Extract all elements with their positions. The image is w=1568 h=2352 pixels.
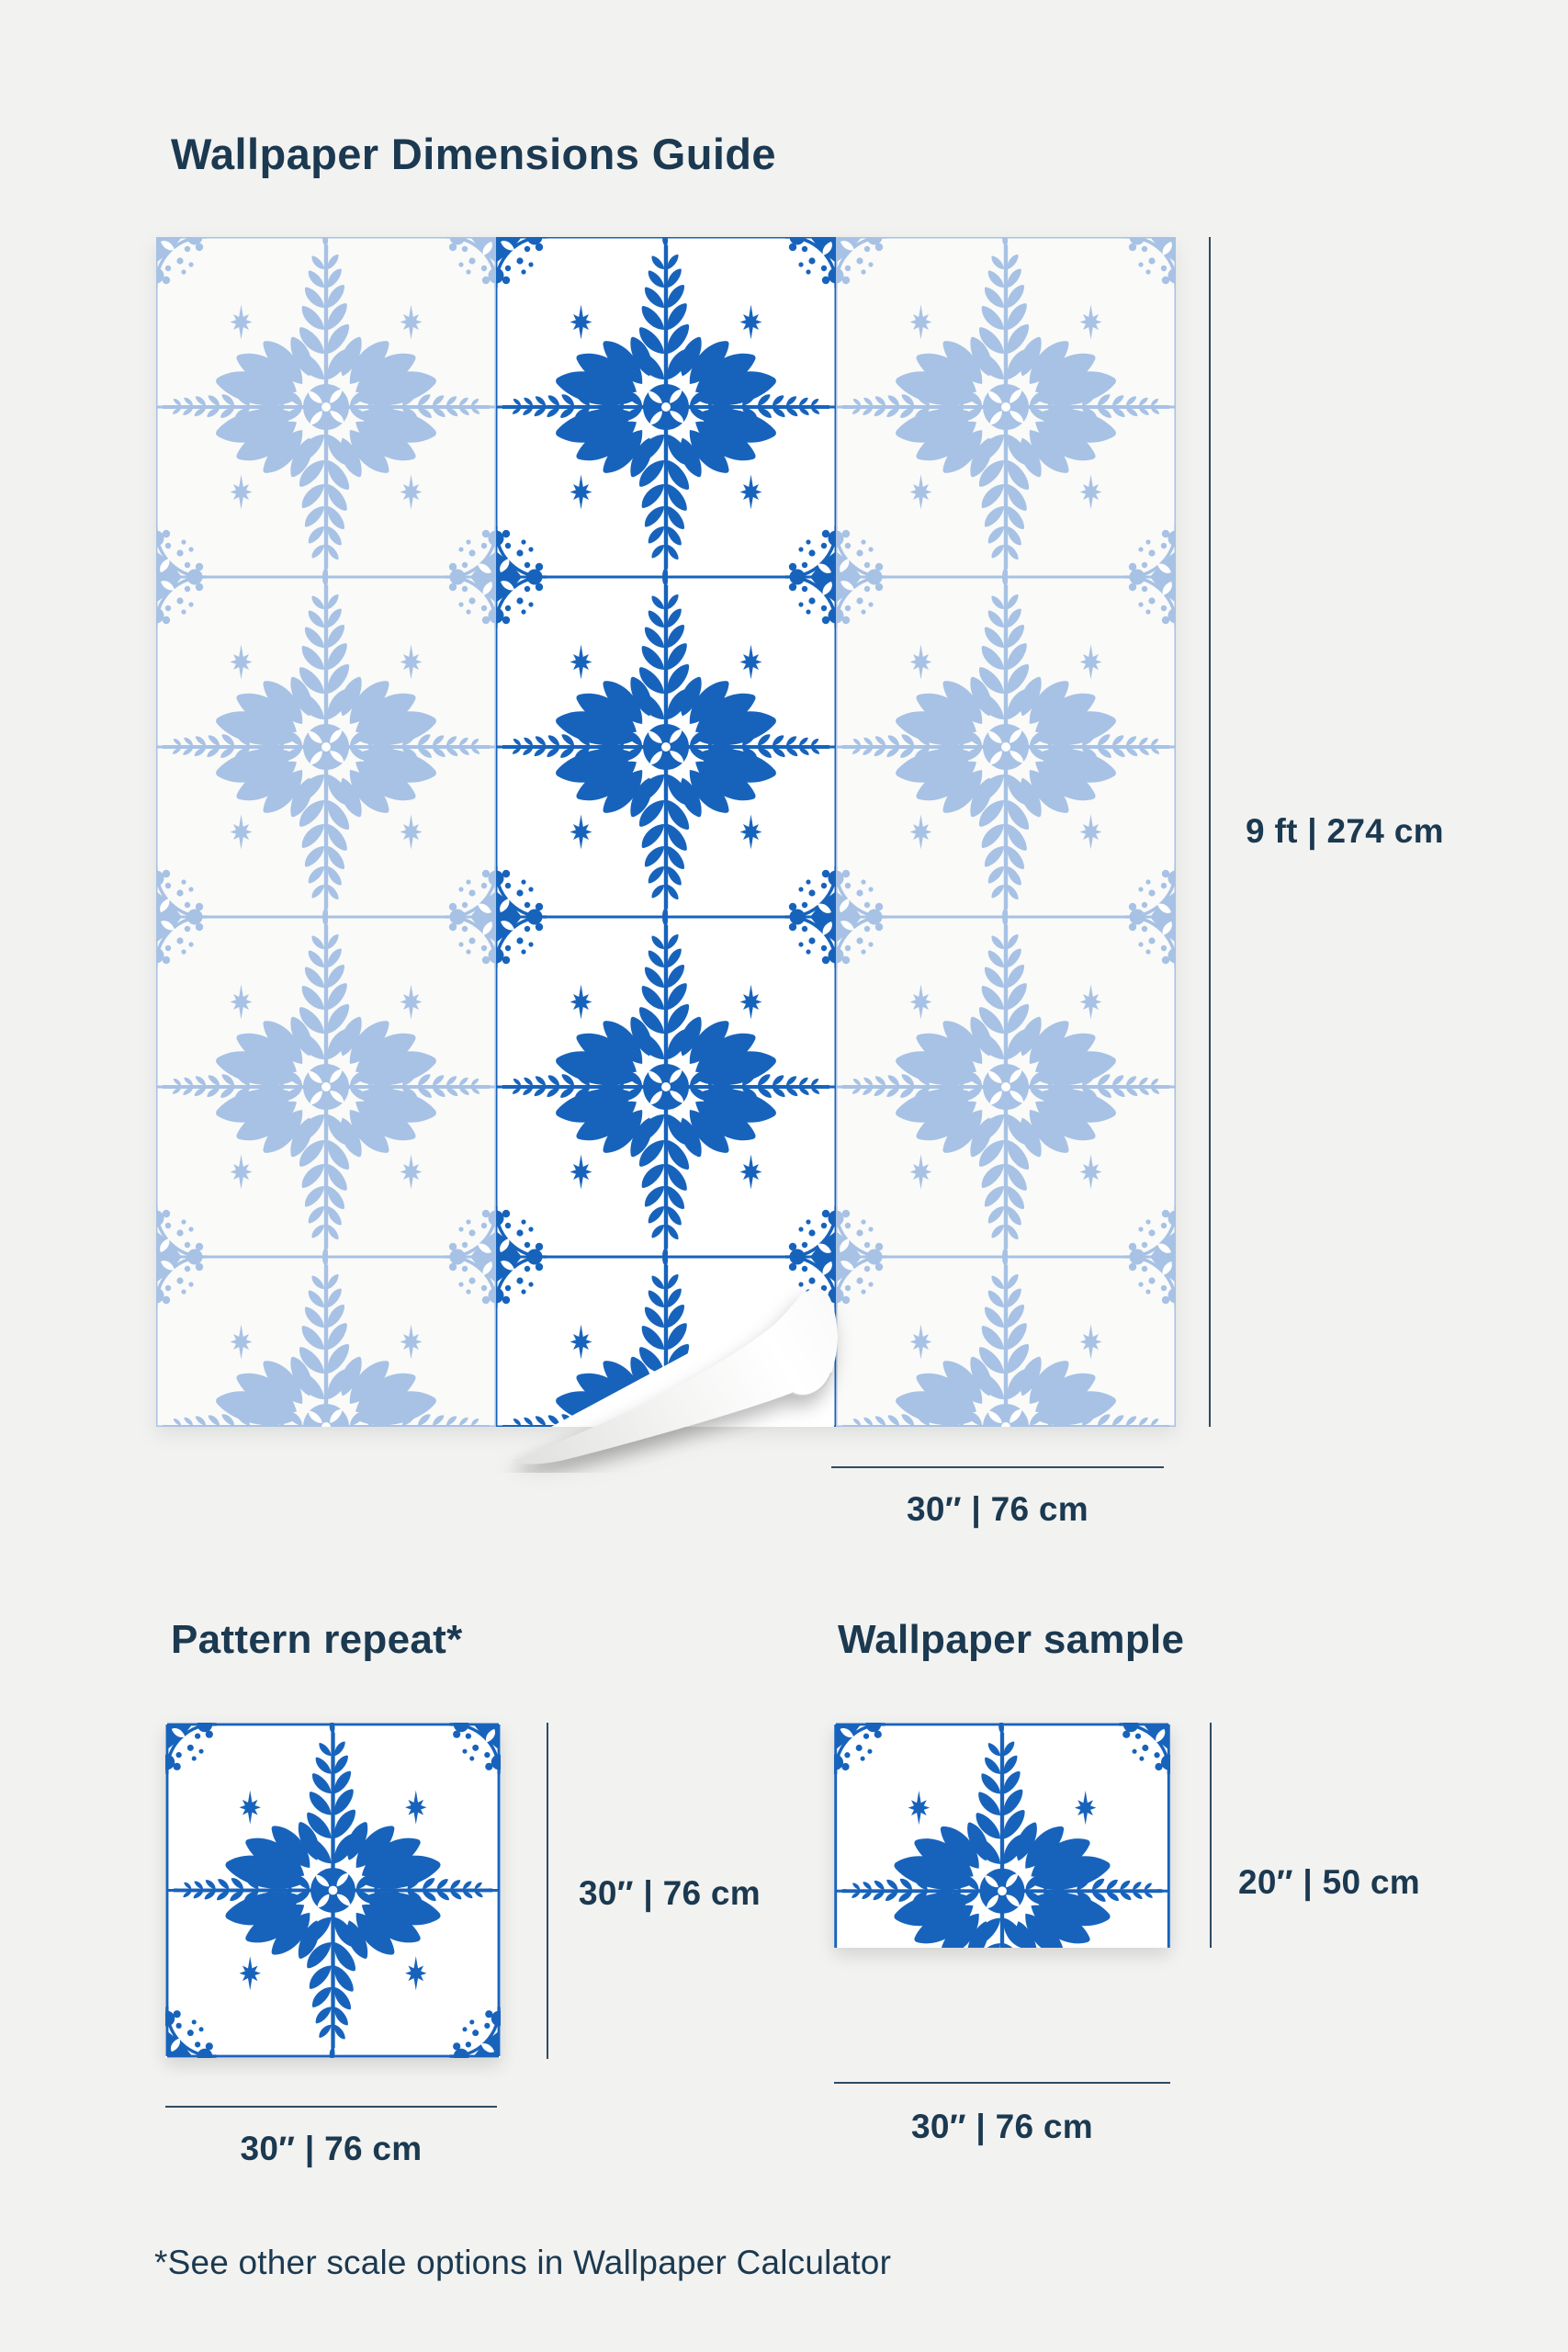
roll-width-dimension-line: [831, 1466, 1164, 1468]
wallpaper-strip-right: [836, 237, 1176, 1427]
wallpaper-roll-preview: [156, 237, 1176, 1473]
wallpaper-strip-middle: [496, 237, 836, 1427]
sample-width-dimension-line: [834, 2082, 1170, 2084]
pattern-repeat-heading: Pattern repeat*: [171, 1617, 463, 1662]
footnote: *See other scale options in Wallpaper Calculator: [154, 2244, 892, 2281]
pattern-repeat-height-label: 30″ | 76 cm: [579, 1874, 761, 1912]
roll-height-dimension-line: [1209, 237, 1211, 1427]
roll-width-label: 30″ | 76 cm: [906, 1490, 1089, 1528]
wallpaper-sample-heading: Wallpaper sample: [838, 1617, 1185, 1662]
wallpaper-sample-tile: [834, 1723, 1170, 1948]
sample-width-label: 30″ | 76 cm: [910, 2108, 1093, 2145]
sample-height-label: 20″ | 50 cm: [1238, 1863, 1421, 1901]
pattern-repeat-height-dimension-line: [547, 1723, 548, 2059]
pattern-repeat-tile: [165, 1723, 501, 2058]
roll-height-label: 9 ft | 274 cm: [1246, 812, 1444, 850]
page-title: Wallpaper Dimensions Guide: [171, 130, 776, 178]
sample-height-dimension-line: [1210, 1723, 1212, 1948]
pattern-repeat-width-dimension-line: [165, 2106, 497, 2108]
wallpaper-strip-left: [156, 237, 496, 1427]
pattern-repeat-width-label: 30″ | 76 cm: [240, 2130, 423, 2167]
